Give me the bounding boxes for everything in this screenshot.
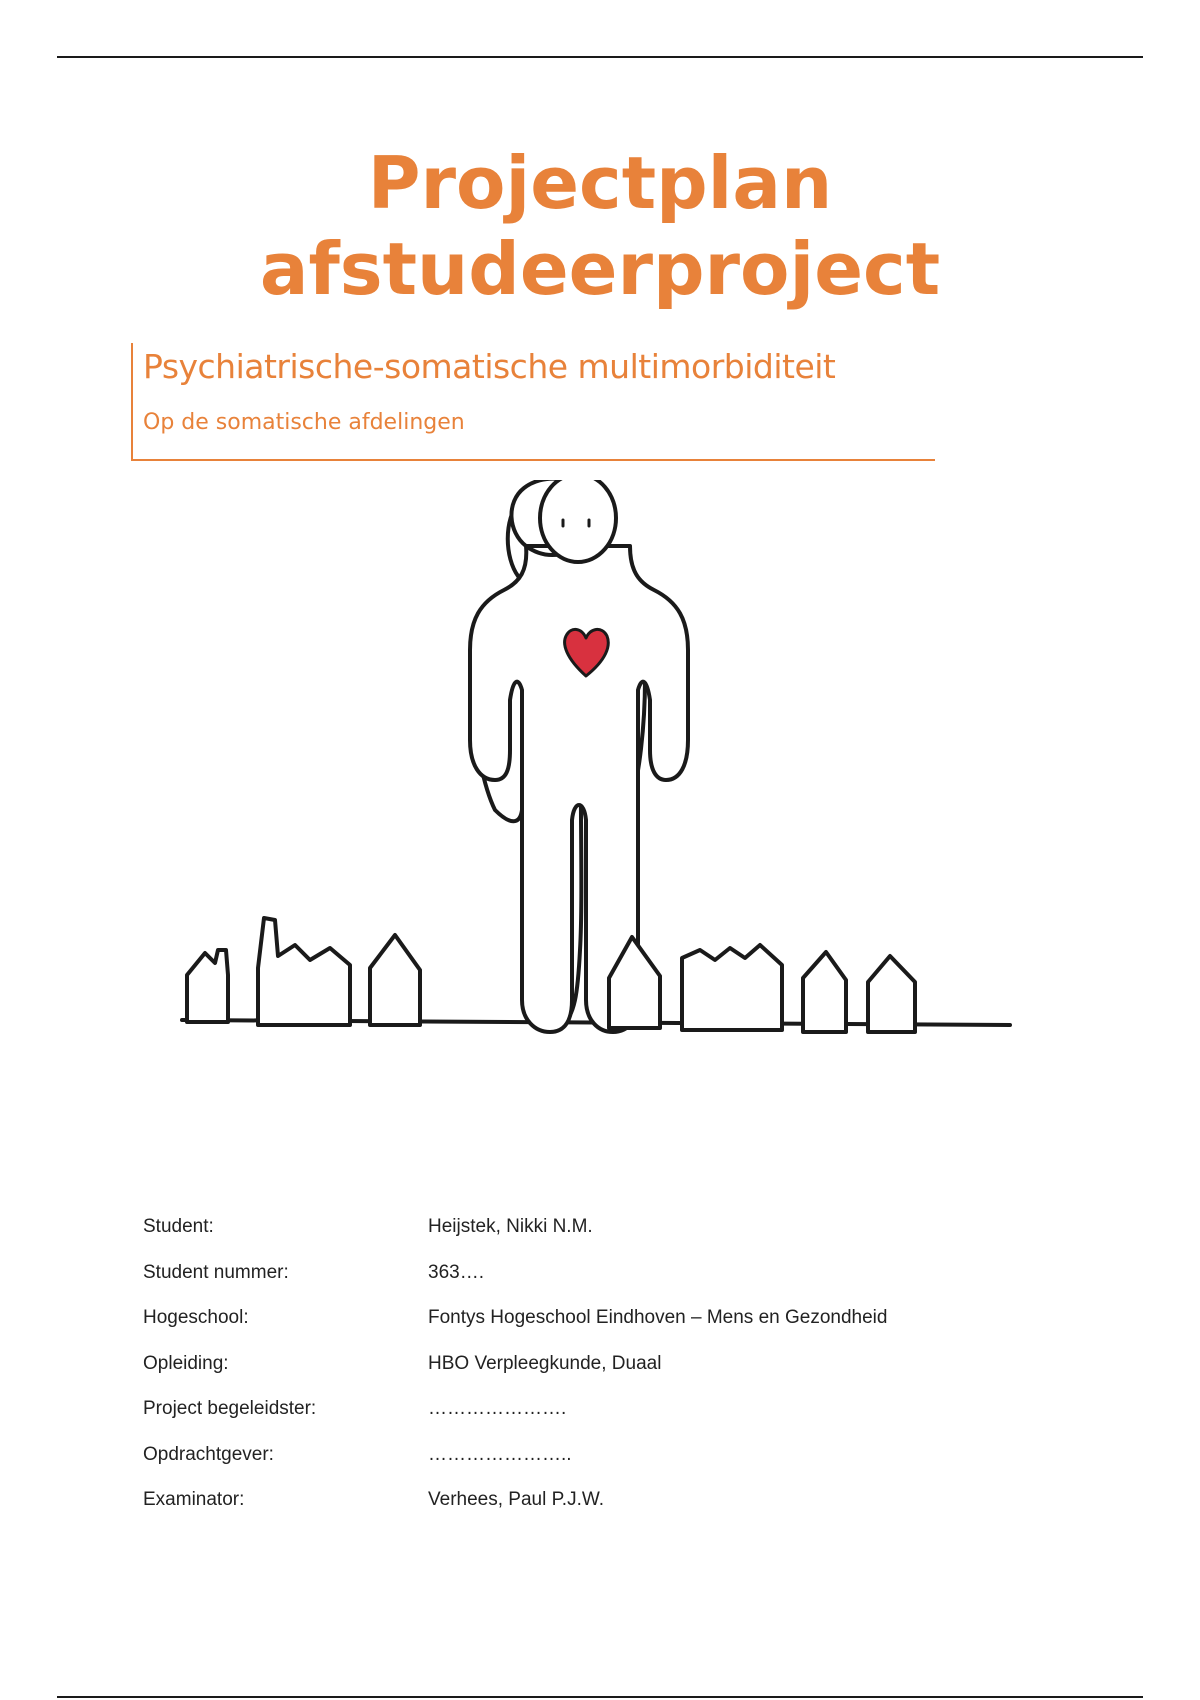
info-row-student <box>143 1216 1063 1262</box>
footer-rule <box>57 1696 1143 1698</box>
cover-illustration <box>170 480 1030 1060</box>
subtitle-block <box>131 343 935 461</box>
title-line-1: Projectplan <box>367 141 833 225</box>
house-2 <box>258 918 350 1025</box>
info-value: Fontys Hogeschool Eindhoven – Mens en Gezondheid <box>428 1307 888 1328</box>
info-row-student-number <box>143 1262 1063 1308</box>
info-row-school <box>143 1307 1063 1353</box>
student-info <box>143 1216 1063 1535</box>
document-title <box>0 140 1200 312</box>
info-value: 363…. <box>428 1261 484 1283</box>
info-label: Opdrachtgever: <box>143 1443 274 1465</box>
info-label: Hogeschool: <box>143 1307 249 1328</box>
info-label: Opleiding: <box>143 1352 229 1374</box>
house-5 <box>682 945 782 1030</box>
info-row-supervisor <box>143 1398 1063 1444</box>
info-label: Examinator: <box>143 1489 245 1510</box>
document-subheading: Op de somatische afdelingen <box>143 410 465 435</box>
document-subtitle: Psychiatrische-somatische multimorbiditeit <box>143 347 836 386</box>
title-line-2: afstudeerproject <box>259 227 941 311</box>
info-value: HBO Verpleegkunde, Duaal <box>428 1352 662 1374</box>
info-value: …………………. <box>428 1398 567 1419</box>
person-head <box>540 480 616 562</box>
house-7 <box>868 956 915 1032</box>
person-with-heart-among-houses-illustration <box>170 480 1030 1060</box>
info-label: Student nummer: <box>143 1261 289 1283</box>
info-label: Student: <box>143 1216 214 1237</box>
header-rule <box>57 56 1143 58</box>
info-value: Heijstek, Nikki N.M. <box>428 1216 593 1237</box>
info-row-program <box>143 1353 1063 1399</box>
info-label: Project begeleidster: <box>143 1398 317 1419</box>
house-3 <box>370 935 420 1025</box>
info-value: ………………….. <box>428 1443 572 1465</box>
house-1 <box>187 950 228 1022</box>
info-row-examiner <box>143 1489 1063 1535</box>
info-value: Verhees, Paul P.J.W. <box>428 1489 605 1510</box>
house-6 <box>803 952 846 1032</box>
info-row-client <box>143 1444 1063 1490</box>
